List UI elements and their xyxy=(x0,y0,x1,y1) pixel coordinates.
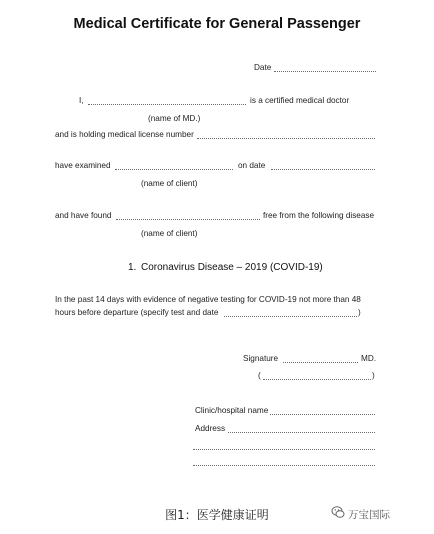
body-line-2: hours before departure (specify test and date xyxy=(55,308,219,317)
i-label: I, xyxy=(79,96,84,105)
certified-text: is a certified medical doctor xyxy=(250,96,350,105)
printed-name-field[interactable] xyxy=(263,379,371,380)
address-field-3[interactable] xyxy=(193,465,375,466)
disease-name: Coronavirus Disease – 2019 (COVID-19) xyxy=(141,262,323,273)
disease-number: 1. xyxy=(128,262,137,273)
signature-label: Signature xyxy=(243,354,279,363)
date-field[interactable] xyxy=(274,71,376,72)
found-client-field[interactable] xyxy=(116,219,260,220)
free-text: free from the following disease xyxy=(263,211,375,220)
md-suffix: MD. xyxy=(361,354,377,363)
doctor-name-field[interactable] xyxy=(88,104,246,105)
certificate-page xyxy=(6,2,430,490)
signature-field[interactable] xyxy=(283,362,358,363)
figure-caption: 图1：医学健康证明 xyxy=(165,508,269,522)
date-label: Date xyxy=(254,63,272,72)
license-label: and is holding medical license number xyxy=(55,130,194,139)
name-of-client-hint-2: (name of client) xyxy=(141,229,198,238)
examined-label: have examined xyxy=(55,161,111,170)
license-number-field[interactable] xyxy=(197,138,375,139)
found-label: and have found xyxy=(55,211,112,220)
document-title: Medical Certificate for General Passenger xyxy=(73,16,361,32)
clinic-name-field[interactable] xyxy=(270,414,375,415)
client-name-field[interactable] xyxy=(115,169,233,170)
name-of-md-hint: (name of MD.) xyxy=(148,114,201,123)
address-label: Address xyxy=(195,424,226,433)
clinic-label: Clinic/hospital name xyxy=(195,406,269,415)
exam-date-field[interactable] xyxy=(271,169,375,170)
body-line-2-close: ) xyxy=(358,308,361,317)
body-line-1: In the past 14 days with evidence of negative testing for COVID-19 not more than 48 xyxy=(55,295,361,304)
address-field-1[interactable] xyxy=(228,432,375,433)
watermark-text: 万宝国际 xyxy=(348,509,390,521)
wechat-icon xyxy=(331,505,345,519)
address-field-2[interactable] xyxy=(193,449,375,450)
paren-open: ( xyxy=(258,371,261,380)
on-date-label: on date xyxy=(238,161,266,170)
name-of-client-hint-1: (name of client) xyxy=(141,179,198,188)
test-and-date-field[interactable] xyxy=(224,316,357,317)
paren-close: ) xyxy=(372,371,375,380)
